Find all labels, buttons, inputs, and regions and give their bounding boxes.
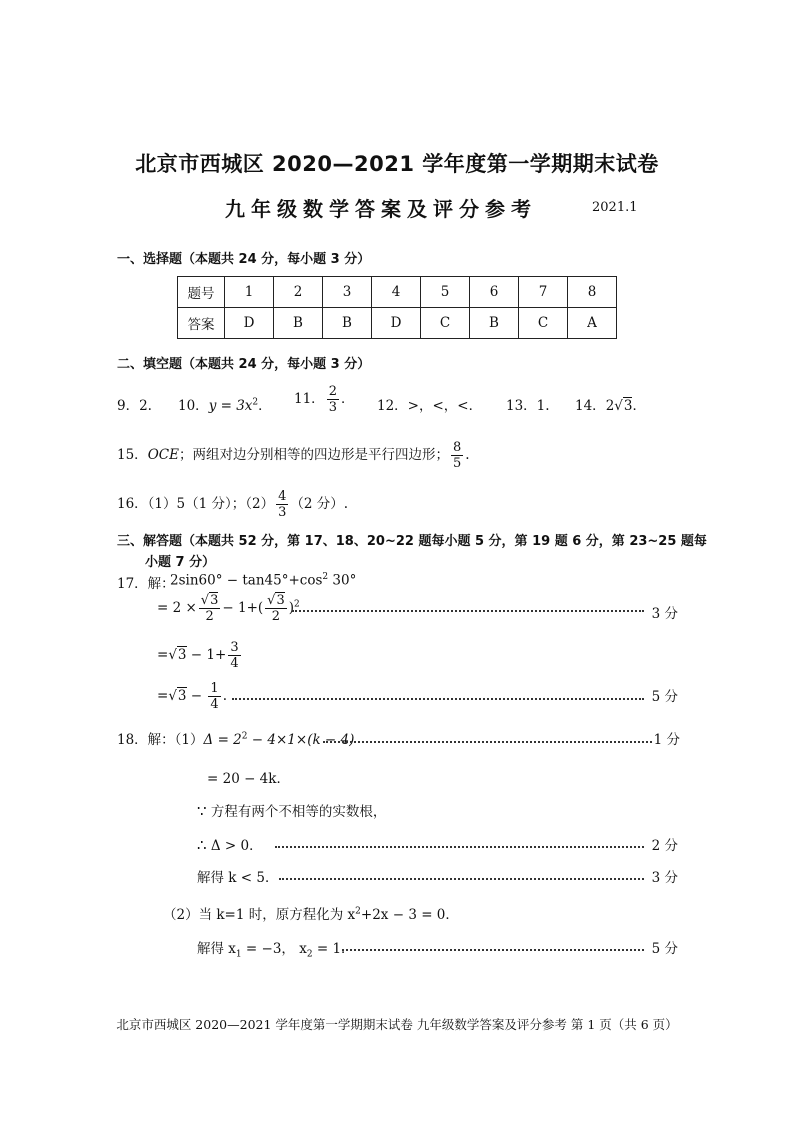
q18-line4-text: Δ > 0． xyxy=(206,838,263,854)
page-footer: 北京市西城区 2020—2021 学年度第一学期期末试卷 九年级数学答案及评分参考 第 1 页（共 6 页） xyxy=(116,1017,678,1032)
q17-line4: =√3 − $\frac{1}{4}$ . xyxy=(157,681,227,712)
because-symbol: ∵ xyxy=(197,802,207,820)
q11-label: 11． xyxy=(294,391,325,407)
q17-frac3-num: 3 xyxy=(230,640,239,655)
table-cell: 6 xyxy=(470,277,519,308)
q18-line3 xyxy=(197,800,386,820)
answer-q13: 13．1. xyxy=(506,398,550,414)
q17-label: 17．解： xyxy=(117,576,175,592)
q15-var: OCE xyxy=(147,447,179,463)
q18-part2 xyxy=(163,903,459,923)
q17-frac1 xyxy=(199,593,221,624)
page-title: 北京市西城区 2020—2021 学年度第一学期期末试卷 xyxy=(135,152,659,176)
table-cell: 1 xyxy=(225,277,274,308)
q17-line2 xyxy=(157,593,300,624)
q11-num: 2 xyxy=(328,384,337,399)
answer-q15: 15．OCE；两组对边分别相等的四边形是平行四边形； $\frac{8}{5}$ . xyxy=(117,440,470,471)
table-row xyxy=(178,277,617,308)
q17-line3-rad: 3 xyxy=(177,647,187,663)
q18-sol-c: = 1． xyxy=(312,941,355,957)
answer-q14: 14．2√3． xyxy=(575,398,646,414)
q17-frac2-rad: 3 xyxy=(276,593,285,608)
q18-delta-tail: − 4×1×(k − 4) xyxy=(247,732,355,748)
q18-delta: Δ = 2 xyxy=(203,732,242,748)
therefore-symbol: ∴ xyxy=(197,836,207,854)
q10-label: 10． xyxy=(178,398,209,414)
q15-den: 5 xyxy=(452,456,462,471)
q17-frac2-den: 2 xyxy=(271,609,281,624)
q17-frac3 xyxy=(228,640,240,671)
table-header-cell: 答案 xyxy=(178,308,225,339)
q18-sol-sub2: 2 xyxy=(306,949,313,960)
page-subtitle: 九年级数学答案及评分参考 xyxy=(225,197,537,221)
q18-line5: 解得 k < 5． xyxy=(197,870,279,886)
table-cell: D xyxy=(225,308,274,339)
table-cell: 4 xyxy=(372,277,421,308)
q17-line4-a: = xyxy=(157,688,169,704)
q17-frac2-num: √3 xyxy=(267,593,285,608)
q18-part2-exp: 2 xyxy=(355,906,361,917)
q15-fraction xyxy=(451,440,463,471)
q18-part2-a: （2）当 k=1 时，原方程化为 x xyxy=(163,907,356,923)
q10-expr: y = 3x xyxy=(208,398,253,414)
table-cell: 8 xyxy=(568,277,617,308)
q18-part2-b: +2x − 3 = 0． xyxy=(360,907,459,923)
q18-line1 xyxy=(117,728,354,748)
answer-q16 xyxy=(117,489,348,520)
q16-part-a: 16．（1）5（1 分）；（2） xyxy=(117,496,275,512)
score-points: 3 分 xyxy=(651,870,678,886)
q15-label: 15． xyxy=(117,447,148,463)
q17-frac4-den: 4 xyxy=(210,697,219,712)
q17-frac1-rad: 3 xyxy=(210,593,219,608)
dot-leader xyxy=(323,741,652,743)
score-points: 1 分 xyxy=(653,732,680,748)
q17-line2-c: ) xyxy=(288,600,295,616)
q17-frac2 xyxy=(265,593,287,624)
table-row xyxy=(178,308,617,339)
answer-q9: 9．2. xyxy=(117,398,152,414)
q18-label: 18．解：（1） xyxy=(117,732,204,748)
q18-line2: = 20 − 4k． xyxy=(207,771,290,787)
q18-sol-a: 解得 x xyxy=(197,941,236,957)
dot-leader xyxy=(279,878,644,880)
q18-line3-text: 方程有两个不相等的实数根， xyxy=(206,804,387,820)
section3-heading-line1: 三、解答题（本题共 52 分，第 17、18、20~22 题每小题 5 分，第 19 题 6 分，第 23~25 题每 xyxy=(117,534,707,549)
dot-leader xyxy=(232,698,644,700)
q11-den: 3 xyxy=(328,400,337,415)
table-cell: D xyxy=(372,308,421,339)
section3-heading-line2: 小题 7 分） xyxy=(145,555,216,570)
table-cell: C xyxy=(519,308,568,339)
q18-solution xyxy=(197,937,355,960)
q14-label: 14． xyxy=(575,398,606,414)
score-points: 5 分 xyxy=(651,689,678,705)
q17-line1-text: 2sin60° − tan45°+cos xyxy=(170,572,323,589)
q14-coef: 2 xyxy=(605,398,615,414)
q17-line4-end: . xyxy=(222,688,227,704)
score-points: 3 分 xyxy=(651,606,678,622)
q10-exp: 2 xyxy=(252,397,259,408)
q11-fraction xyxy=(327,384,339,415)
answer-q12: 12．>，<，<． xyxy=(377,398,483,414)
q17-frac4-num: 1 xyxy=(210,681,219,696)
table-cell: B xyxy=(470,308,519,339)
q17-line4-b: − xyxy=(186,688,207,704)
table-header-cell: 题号 xyxy=(178,277,225,308)
section1-heading: 一、选择题（本题共 24 分，每小题 3 分） xyxy=(117,252,371,267)
score-points: 5 分 xyxy=(651,941,678,957)
q15-num: 8 xyxy=(452,440,462,455)
q15-text: ；两组对边分别相等的四边形是平行四边形； xyxy=(178,447,449,463)
q17-line3-a: = xyxy=(157,647,169,663)
q16-den: 3 xyxy=(278,505,287,520)
score-points: 2 分 xyxy=(651,838,678,854)
table-cell: 2 xyxy=(274,277,323,308)
section2-heading: 二、填空题（本题共 24 分，每小题 3 分） xyxy=(117,357,371,372)
dot-leader xyxy=(292,610,644,612)
q14-rad: 3 xyxy=(623,398,633,414)
table-cell: B xyxy=(323,308,372,339)
answer-table xyxy=(177,276,617,339)
q18-line4 xyxy=(197,834,263,854)
q17-frac1-num: √3 xyxy=(200,593,219,608)
q17-frac4 xyxy=(208,681,220,712)
q16-fraction xyxy=(276,489,288,520)
q16-part-b: （2 分）. xyxy=(290,496,349,512)
q17-line3-b: − 1+ xyxy=(186,647,227,663)
table-cell: A xyxy=(568,308,617,339)
table-cell: 7 xyxy=(519,277,568,308)
q17-line2-exp: 2 xyxy=(294,599,300,610)
q17-line1 xyxy=(170,572,356,589)
table-cell: B xyxy=(274,308,323,339)
q17-line2-b: − 1+( xyxy=(222,600,264,616)
q17-frac3-den: 4 xyxy=(230,656,239,671)
q17-frac1-den: 2 xyxy=(205,609,214,624)
dot-leader xyxy=(342,949,644,951)
q17-line3: =√3 − 1+ $\frac{3}{4}$ xyxy=(157,640,239,671)
dot-leader xyxy=(275,846,644,848)
q17-line2-a: = 2 × xyxy=(157,600,197,616)
q16-num: 4 xyxy=(278,489,287,504)
date-label: 2021.1 xyxy=(592,200,638,215)
q17-line1-tail: 30° xyxy=(328,572,357,589)
q18-sol-sub1: 1 xyxy=(235,949,242,960)
table-cell: 3 xyxy=(323,277,372,308)
answer-q11: 11． $\frac{2}{3}$ ． xyxy=(294,384,355,415)
table-cell: C xyxy=(421,308,470,339)
q17-line1-exp: 2 xyxy=(322,572,329,582)
q17-line4-rad: 3 xyxy=(177,688,187,704)
table-cell: 5 xyxy=(421,277,470,308)
q18-sol-b: = −3， x xyxy=(241,941,307,957)
q18-delta-exp: 2 xyxy=(241,731,248,742)
answer-q10: 10．$y = 3x^2$． xyxy=(178,397,272,414)
